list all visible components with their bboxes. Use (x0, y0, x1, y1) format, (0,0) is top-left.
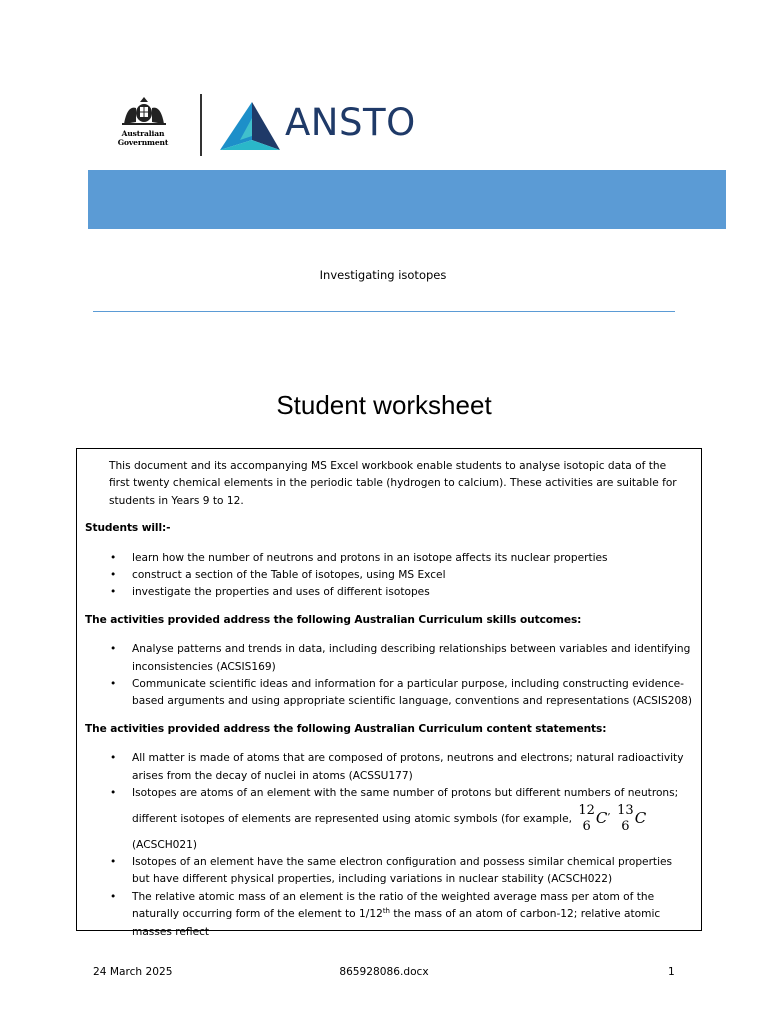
header-band (88, 170, 726, 229)
subtitle-divider (93, 311, 675, 312)
logo-divider (200, 94, 202, 156)
ansto-wordmark: ANSTO (285, 101, 416, 144)
list-item: • Isotopes of an element have the same electron configuration and possess similar chemical properties but have different physical properties, including variations in nuclear stability (ACSCH022) (132, 854, 693, 889)
list-item (132, 889, 693, 941)
list-item: • Analyse patterns and trends in data, including describing relationships between variables and identifying inconsistencies (ACSIS169) (132, 641, 693, 676)
skills-heading: The activities provided address the following Australian Curriculum skills outcomes: (85, 613, 582, 626)
list-item: • construct a section of the Table of isotopes, using MS Excel (132, 567, 693, 584)
students-will-list (77, 550, 693, 602)
header-logos (98, 92, 438, 158)
page-number: 1 (668, 966, 675, 978)
atomic-number: 6 (582, 818, 591, 834)
intro-paragraph: This document and its accompanying MS Excel workbook enable students to analyse isotopic data of the first twenty chemical elements in the periodic table (hydrogen to calcium). These activities are suitable for students in Years 9 to 12. (109, 460, 677, 507)
document-subtitle: Investigating isotopes (319, 268, 447, 282)
content-list (77, 750, 693, 941)
content-heading: The activities provided address the following Australian Curriculum content statements: (85, 722, 607, 735)
isotope-statement-text: Isotopes are atoms of an element with the same number of protons but different numbers of neutrons; different isotopes of elements are represented using atomic symbols (for example, (132, 787, 679, 825)
coat-of-arms-icon (118, 96, 170, 126)
page-title: Student worksheet (276, 390, 492, 420)
list-item: • Communicate scientific ideas and information for a particular purpose, including constructing evidence-based arguments and using appropriate scientific language, conventions and representations (ACSIS208) (132, 676, 693, 711)
footer-filename: 865928086.docx (339, 966, 429, 978)
government-logo-text: Australian Government (117, 129, 169, 147)
skills-list (77, 641, 693, 711)
list-item: • investigate the properties and uses of different isotopes (132, 584, 693, 601)
isotope-separator: , (607, 804, 611, 817)
ansto-logo-icon (218, 100, 282, 152)
ordinal-suffix: th (382, 907, 390, 916)
element-symbol: C (634, 808, 647, 827)
mass-number: 12 (578, 802, 595, 818)
list-item: • learn how the number of neutrons and protons in an isotope affects its nuclear properties (132, 550, 693, 567)
isotope-symbols (575, 803, 646, 835)
isotope-symbol (617, 803, 646, 835)
list-item: • All matter is made of atoms that are composed of protons, neutrons and electrons; natural radioactivity arises from the decay of nuclei in atoms (ACSSU177) (132, 750, 693, 785)
element-symbol: C (595, 808, 608, 827)
students-will-heading: Students will:- (85, 522, 171, 535)
isotope-symbol (578, 803, 607, 835)
list-item (132, 785, 693, 854)
atomic-mass-text: The relative atomic mass of an element is the ratio of the weighted average mass per atom of the naturally occurring form of the element to 1/12 (132, 890, 655, 921)
footer-date: 24 March 2025 (93, 966, 173, 978)
summary-box (76, 448, 702, 938)
atomic-number: 6 (621, 818, 630, 834)
curriculum-code: (ACSCH021) (132, 838, 198, 851)
mass-number: 13 (617, 802, 634, 818)
atomic-mass-text-cont: the mass of an atom of carbon-12; relative atomic masses reflect (132, 908, 661, 938)
